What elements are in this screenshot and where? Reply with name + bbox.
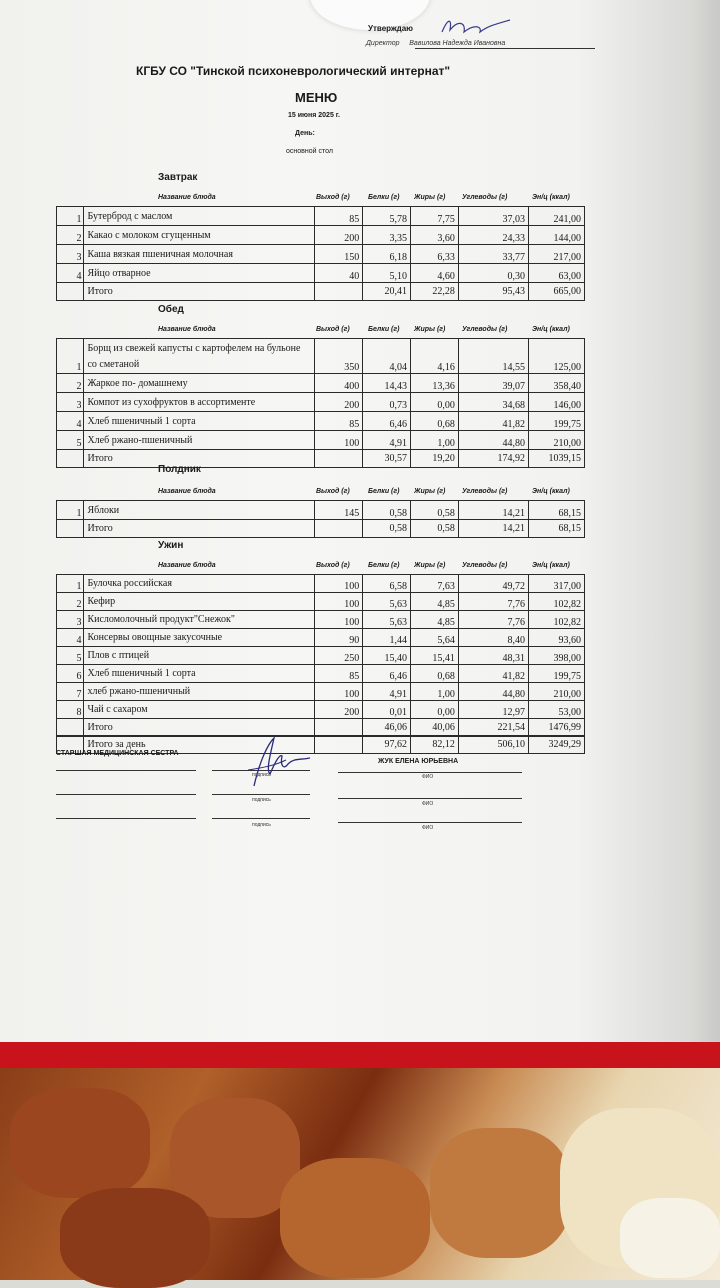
- sign-line-3c: [338, 822, 522, 823]
- cell-fat: 3,60: [411, 226, 459, 245]
- cell-fat: 0,68: [411, 665, 459, 683]
- day-total-carbs: 506,10: [458, 736, 528, 754]
- cell-yield: 100: [315, 431, 363, 450]
- menu-row: [57, 683, 585, 701]
- cell-energy: 68,15: [529, 501, 585, 520]
- cell-energy: 217,00: [529, 245, 585, 264]
- cell-carbs: 37,03: [458, 207, 528, 226]
- empty-cell: [57, 450, 84, 468]
- cell-yield: 350: [315, 339, 363, 374]
- director-label: Директор: [366, 40, 400, 47]
- empty-cell: [315, 283, 363, 301]
- column-header-fat: Жиры (г): [414, 326, 446, 333]
- cell-protein: 15,40: [363, 647, 411, 665]
- column-header-yield: Выход (г): [316, 326, 350, 333]
- cell-fat: 7,75: [411, 207, 459, 226]
- total-energy: 665,00: [529, 283, 585, 301]
- cell-energy: 53,00: [529, 701, 585, 719]
- cell-n: 1: [57, 501, 84, 520]
- sign-line-3a: [56, 818, 196, 819]
- menu-row: [57, 339, 585, 374]
- cell-energy: 93,60: [529, 629, 585, 647]
- cell-yield: 85: [315, 665, 363, 683]
- cell-n: 3: [57, 245, 84, 264]
- cell-carbs: 39,07: [458, 374, 528, 393]
- cell-yield: 145: [315, 501, 363, 520]
- cell-yield: 85: [315, 412, 363, 431]
- cell-fat: 1,00: [411, 431, 459, 450]
- cell-energy: 358,40: [529, 374, 585, 393]
- cell-yield: 200: [315, 701, 363, 719]
- column-header-protein: Белки (г): [368, 326, 400, 333]
- menu-row: [57, 647, 585, 665]
- cell-energy: 210,00: [529, 431, 585, 450]
- cell-carbs: 14,21: [458, 501, 528, 520]
- cell-energy: 398,00: [529, 647, 585, 665]
- cell-name: Хлеб пшеничный 1 сорта: [84, 665, 315, 683]
- cell-fat: 0,00: [411, 393, 459, 412]
- column-header-protein: Белки (г): [368, 488, 400, 495]
- cell-n: 2: [57, 593, 84, 611]
- cell-protein: 1,44: [363, 629, 411, 647]
- cell-yield: 100: [315, 593, 363, 611]
- menu-row: [57, 611, 585, 629]
- cell-fat: 4,85: [411, 593, 459, 611]
- total-name: Итого: [84, 719, 315, 737]
- cell-carbs: 34,68: [458, 393, 528, 412]
- menu-row: [57, 393, 585, 412]
- cell-protein: 6,46: [363, 665, 411, 683]
- total-carbs: 221,54: [458, 719, 528, 737]
- menu-row: [57, 575, 585, 593]
- cell-name: Кисломолочный продукт"Снежок": [84, 611, 315, 629]
- cell-protein: 5,63: [363, 611, 411, 629]
- cell-yield: 150: [315, 245, 363, 264]
- fio-caption-1: ФИО: [422, 774, 434, 780]
- column-header-name: Название блюда: [158, 562, 216, 569]
- cell-protein: 4,91: [363, 431, 411, 450]
- cell-energy: 125,00: [529, 339, 585, 374]
- cell-energy: 144,00: [529, 226, 585, 245]
- cell-carbs: 0,30: [458, 264, 528, 283]
- cell-energy: 146,00: [529, 393, 585, 412]
- cell-fat: 7,63: [411, 575, 459, 593]
- lunch-title: Обед: [158, 304, 184, 315]
- approve-label: Утверждаю: [368, 24, 413, 33]
- cell-n: 1: [57, 575, 84, 593]
- cell-fat: 6,33: [411, 245, 459, 264]
- cell-energy: 199,75: [529, 412, 585, 431]
- cell-name: Хлеб ржано-пшеничный: [84, 431, 315, 450]
- cell-n: 5: [57, 431, 84, 450]
- nurse-name: ЖУК ЕЛЕНА ЮРЬЕВНА: [378, 758, 459, 765]
- cell-protein: 6,18: [363, 245, 411, 264]
- cell-protein: 3,35: [363, 226, 411, 245]
- cell-name: Компот из сухофруктов в ассортименте: [84, 393, 315, 412]
- cell-protein: 5,10: [363, 264, 411, 283]
- director-name: Вавилова Надежда Ивановна: [409, 40, 506, 47]
- cell-protein: 5,63: [363, 593, 411, 611]
- cell-energy: 102,82: [529, 611, 585, 629]
- cell-carbs: 7,76: [458, 611, 528, 629]
- column-header-yield: Выход (г): [316, 488, 350, 495]
- day-label: День:: [295, 130, 315, 137]
- total-row: [57, 719, 585, 737]
- director-line: [366, 40, 505, 47]
- empty-cell: [57, 719, 84, 737]
- fio-caption-2: ФИО: [422, 801, 434, 807]
- total-protein: 46,06: [363, 719, 411, 737]
- column-header-energy: Эн/ц (ккал): [532, 562, 570, 569]
- total-protein: 0,58: [363, 520, 411, 538]
- menu-row: [57, 501, 585, 520]
- sign-line-3b: [212, 818, 310, 819]
- cell-yield: 100: [315, 575, 363, 593]
- cell-name: Яблоки: [84, 501, 315, 520]
- column-header-protein: Белки (г): [368, 194, 400, 201]
- table-type: основной стол: [286, 148, 333, 155]
- day-total-label: Итого за день: [84, 736, 315, 754]
- breakfast-table: [56, 206, 585, 301]
- menu-row: [57, 629, 585, 647]
- total-row: [57, 450, 585, 468]
- dinner-title: Ужин: [158, 540, 184, 551]
- cell-yield: 250: [315, 647, 363, 665]
- column-header-protein: Белки (г): [368, 562, 400, 569]
- cell-carbs: 44,80: [458, 683, 528, 701]
- cell-fat: 0,58: [411, 501, 459, 520]
- empty-cell: [315, 450, 363, 468]
- cell-energy: 102,82: [529, 593, 585, 611]
- cell-protein: 0,73: [363, 393, 411, 412]
- cell-fat: 0,68: [411, 412, 459, 431]
- cell-name: Кефир: [84, 593, 315, 611]
- empty-cell: [57, 520, 84, 538]
- cell-carbs: 33,77: [458, 245, 528, 264]
- cell-n: 4: [57, 629, 84, 647]
- cell-fat: 1,00: [411, 683, 459, 701]
- column-header-carbs: Углеводы (г): [462, 326, 508, 333]
- column-header-energy: Эн/ц (ккал): [532, 326, 570, 333]
- cell-yield: 100: [315, 683, 363, 701]
- nurse-role: СТАРШАЯ МЕДИЦИНСКАЯ СЕСТРА: [56, 750, 179, 757]
- cell-protein: 5,78: [363, 207, 411, 226]
- cell-carbs: 14,55: [458, 339, 528, 374]
- total-fat: 0,58: [411, 520, 459, 538]
- cell-fat: 4,85: [411, 611, 459, 629]
- cell-n: 1: [57, 339, 84, 374]
- breakfast-title: Завтрак: [158, 172, 198, 183]
- menu-row: [57, 701, 585, 719]
- nurse-signature: [240, 730, 320, 800]
- cell-protein: 14,43: [363, 374, 411, 393]
- cell-n: 2: [57, 374, 84, 393]
- director-signature: [436, 14, 516, 38]
- column-header-fat: Жиры (г): [414, 562, 446, 569]
- total-protein: 30,57: [363, 450, 411, 468]
- menu-row: [57, 412, 585, 431]
- total-fat: 22,28: [411, 283, 459, 301]
- total-energy: 1476,99: [529, 719, 585, 737]
- sign-caption-1: подпись: [252, 772, 271, 778]
- cell-fat: 4,60: [411, 264, 459, 283]
- organization-name: КГБУ СО "Тинской психоневрологический интернат": [136, 64, 451, 78]
- cell-fat: 4,16: [411, 339, 459, 374]
- cell-protein: 4,04: [363, 339, 411, 374]
- food-photo-background: [0, 1068, 720, 1280]
- column-header-carbs: Углеводы (г): [462, 562, 508, 569]
- cell-yield: 200: [315, 226, 363, 245]
- column-header-name: Название блюда: [158, 194, 216, 201]
- menu-row: [57, 665, 585, 683]
- cell-fat: 13,36: [411, 374, 459, 393]
- cell-name: Консервы овощные закусочные: [84, 629, 315, 647]
- day-total-fat: 82,12: [411, 736, 459, 754]
- cell-name: Бутерброд с маслом: [84, 207, 315, 226]
- cell-protein: 4,91: [363, 683, 411, 701]
- cell-n: 7: [57, 683, 84, 701]
- sign-line-2c: [338, 798, 522, 799]
- cell-name: Борщ из свежей капусты с картофелем на бульоне со сметаной: [84, 339, 315, 374]
- cell-name: Яйцо отварное: [84, 264, 315, 283]
- cell-carbs: 49,72: [458, 575, 528, 593]
- column-header-name: Название блюда: [158, 488, 216, 495]
- column-header-energy: Эн/ц (ккал): [532, 194, 570, 201]
- page-title: МЕНЮ: [295, 90, 338, 105]
- cell-name: Булочка российская: [84, 575, 315, 593]
- cell-name: Каша вязкая пшеничная молочная: [84, 245, 315, 264]
- day-total-energy: 3249,29: [529, 736, 585, 754]
- cell-carbs: 7,76: [458, 593, 528, 611]
- cell-protein: 6,46: [363, 412, 411, 431]
- sign-line-1a: [56, 770, 196, 771]
- day-total-protein: 97,62: [363, 736, 411, 754]
- cell-yield: 400: [315, 374, 363, 393]
- cell-carbs: 12,97: [458, 701, 528, 719]
- sign-caption-3: подпись: [252, 822, 271, 828]
- cell-carbs: 8,40: [458, 629, 528, 647]
- dinner-table: [56, 574, 585, 737]
- total-fat: 19,20: [411, 450, 459, 468]
- empty-cell: [315, 520, 363, 538]
- cell-carbs: 44,80: [458, 431, 528, 450]
- column-header-yield: Выход (г): [316, 194, 350, 201]
- menu-row: [57, 207, 585, 226]
- cell-name: Какао с молоком сгущенным: [84, 226, 315, 245]
- cell-n: 6: [57, 665, 84, 683]
- cell-n: 4: [57, 412, 84, 431]
- sign-caption-2: подпись: [252, 797, 271, 803]
- menu-row: [57, 431, 585, 450]
- menu-row: [57, 374, 585, 393]
- column-header-fat: Жиры (г): [414, 488, 446, 495]
- director-rule: [415, 48, 595, 49]
- cell-yield: 200: [315, 393, 363, 412]
- cell-energy: 241,00: [529, 207, 585, 226]
- total-name: Итого: [84, 520, 315, 538]
- total-energy: 1039,15: [529, 450, 585, 468]
- cell-fat: 0,00: [411, 701, 459, 719]
- column-header-energy: Эн/ц (ккал): [532, 488, 570, 495]
- cell-carbs: 41,82: [458, 665, 528, 683]
- cell-protein: 0,01: [363, 701, 411, 719]
- cell-name: Плов с птицей: [84, 647, 315, 665]
- cell-energy: 199,75: [529, 665, 585, 683]
- cell-n: 3: [57, 393, 84, 412]
- snack-title: Полдник: [158, 464, 201, 475]
- sign-line-1c: [338, 772, 522, 773]
- menu-row: [57, 226, 585, 245]
- column-header-fat: Жиры (г): [414, 194, 446, 201]
- cell-protein: 6,58: [363, 575, 411, 593]
- menu-row: [57, 245, 585, 264]
- total-fat: 40,06: [411, 719, 459, 737]
- sign-line-2a: [56, 794, 196, 795]
- cell-yield: 90: [315, 629, 363, 647]
- cell-carbs: 41,82: [458, 412, 528, 431]
- cell-yield: 100: [315, 611, 363, 629]
- cell-n: 8: [57, 701, 84, 719]
- column-header-name: Название блюда: [158, 326, 216, 333]
- menu-row: [57, 593, 585, 611]
- total-protein: 20,41: [363, 283, 411, 301]
- column-header-carbs: Углеводы (г): [462, 488, 508, 495]
- total-row: [57, 283, 585, 301]
- cell-name: Жаркое по- домашнему: [84, 374, 315, 393]
- cell-n: 5: [57, 647, 84, 665]
- column-header-yield: Выход (г): [316, 562, 350, 569]
- total-carbs: 14,21: [458, 520, 528, 538]
- cell-carbs: 24,33: [458, 226, 528, 245]
- total-carbs: 95,43: [458, 283, 528, 301]
- cell-carbs: 48,31: [458, 647, 528, 665]
- cell-fat: 15,41: [411, 647, 459, 665]
- lunch-table: [56, 338, 585, 468]
- total-energy: 68,15: [529, 520, 585, 538]
- total-name: Итого: [84, 283, 315, 301]
- empty-cell: [315, 719, 363, 737]
- cell-name: хлеб ржано-пшеничный: [84, 683, 315, 701]
- column-header-carbs: Углеводы (г): [462, 194, 508, 201]
- cell-protein: 0,58: [363, 501, 411, 520]
- cell-n: 4: [57, 264, 84, 283]
- sign-line-2b: [212, 794, 310, 795]
- cell-energy: 210,00: [529, 683, 585, 701]
- snack-table: [56, 500, 585, 538]
- total-carbs: 174,92: [458, 450, 528, 468]
- cell-n: 1: [57, 207, 84, 226]
- cell-n: 2: [57, 226, 84, 245]
- cell-name: Чай с сахаром: [84, 701, 315, 719]
- cell-energy: 317,00: [529, 575, 585, 593]
- cell-n: 3: [57, 611, 84, 629]
- menu-row: [57, 264, 585, 283]
- total-row: [57, 520, 585, 538]
- menu-date: 15 июня 2025 г.: [288, 112, 340, 119]
- cell-energy: 63,00: [529, 264, 585, 283]
- fio-caption-3: ФИО: [422, 825, 434, 831]
- cell-name: Хлеб пшеничный 1 сорта: [84, 412, 315, 431]
- cell-yield: 85: [315, 207, 363, 226]
- total-name: Итого: [84, 450, 315, 468]
- cell-yield: 40: [315, 264, 363, 283]
- empty-cell: [57, 283, 84, 301]
- cell-fat: 5,64: [411, 629, 459, 647]
